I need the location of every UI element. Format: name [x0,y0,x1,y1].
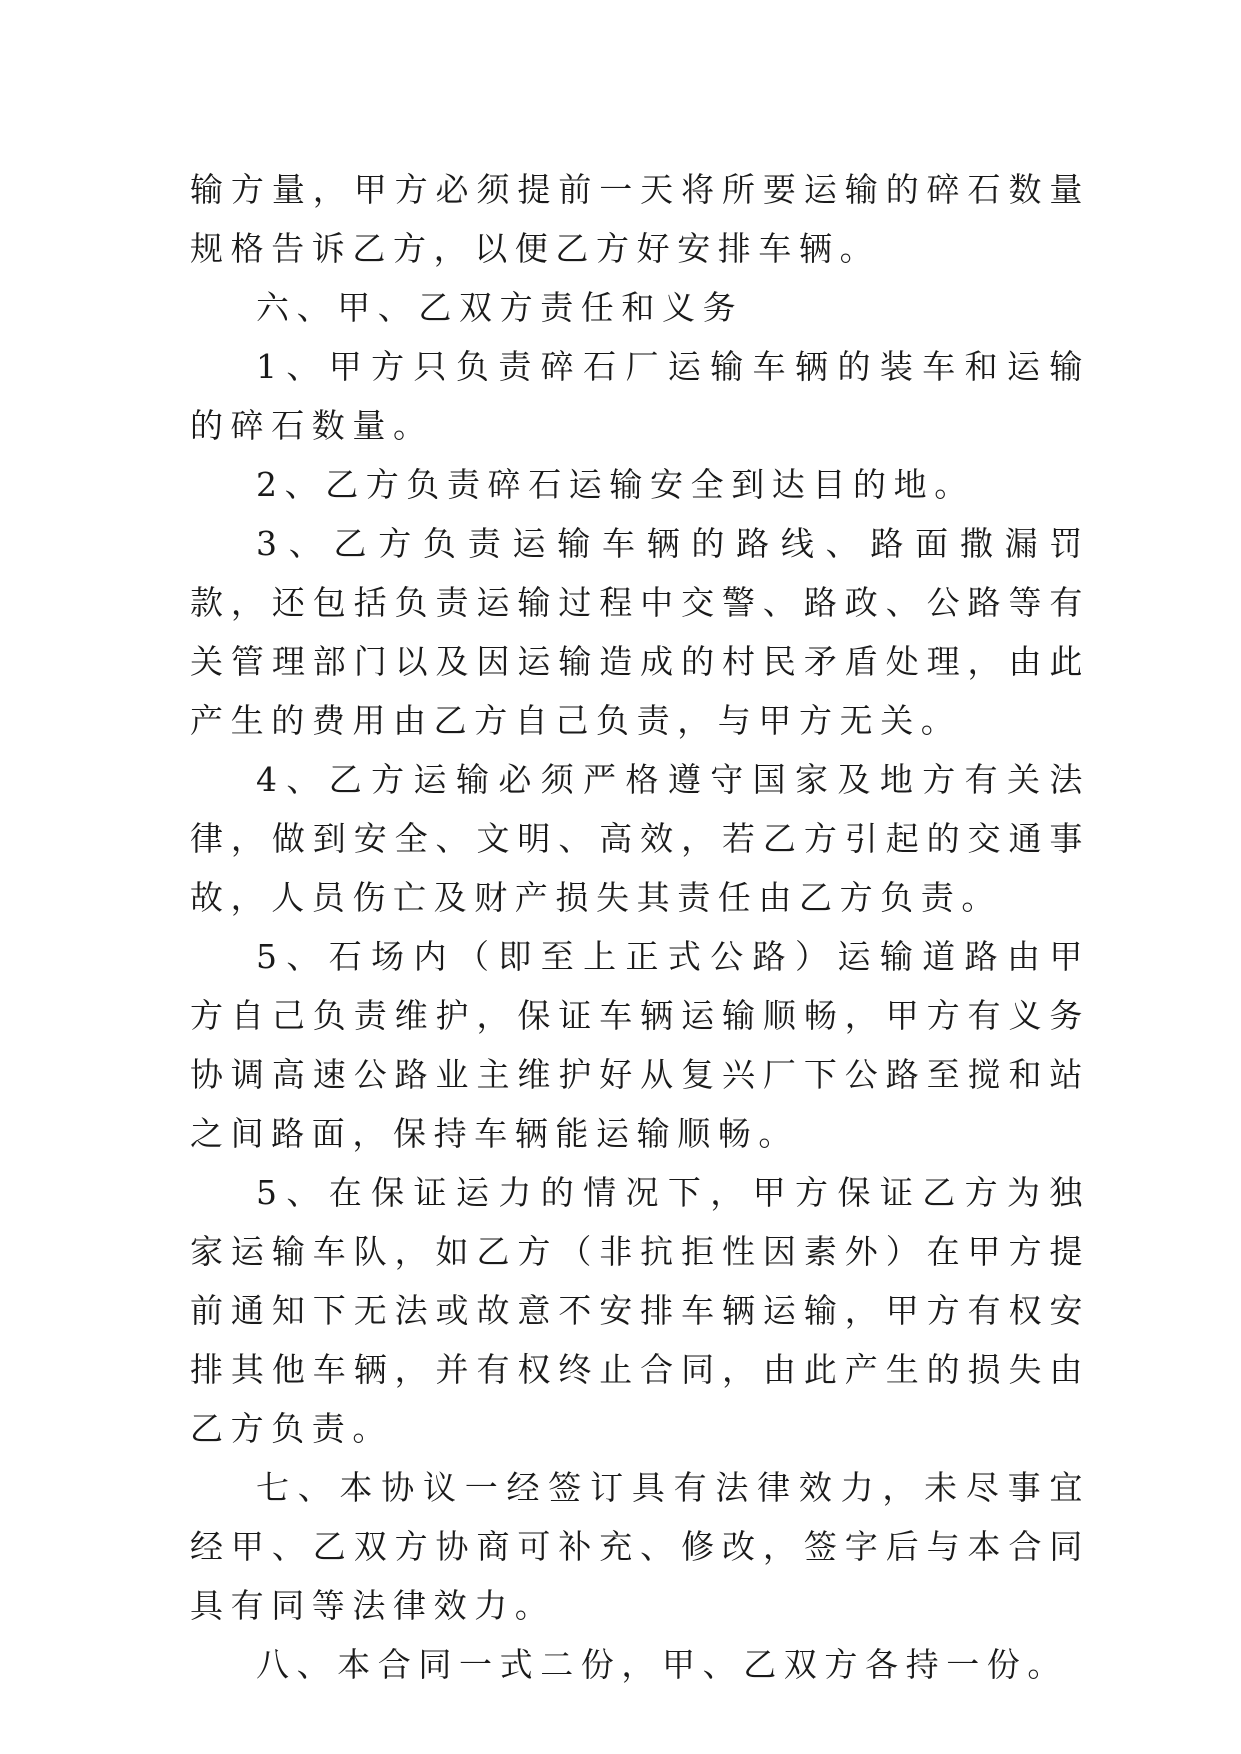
section-heading-responsibilities: 六、甲、乙双方责任和义务 [256,288,744,327]
clause-5b: 5、在保证运力的情况下，甲方保证乙方为独家运输车队，如乙方（非抗拒性因素外）在甲方提前通知下无法或故意不安排车辆运输，甲方有权安排其他车辆，并有权终止合同，由此产生的损失由乙方负责。 [190,1173,1090,1448]
section-seven: 七、本协议一经签订具有法律效力，未尽事宜经甲、乙双方协商可补充、修改，签字后与本合同具有同等法律效力。 [190,1468,1090,1625]
clause-3: 3、乙方负责运输车辆的路线、路面撒漏罚款，还包括负责运输过程中交警、路政、公路等有关管理部门以及因运输造成的村民矛盾处理，由此产生的费用由乙方自己负责，与甲方无关。 [190,524,1090,740]
clause-4: 4、乙方运输必须严格遵守国家及地方有关法律，做到安全、文明、高效，若乙方引起的交通事故，人员伤亡及财产损失其责任由乙方负责。 [190,760,1090,917]
document-body [190,160,1090,1694]
clause-5a: 5、石场内（即至上正式公路）运输道路由甲方自己负责维护，保证车辆运输顺畅，甲方有义务协调高速公路业主维护好从复兴厂下公路至搅和站之间路面，保持车辆能运输顺畅。 [190,937,1090,1153]
paragraph-continuation: 输方量，甲方必须提前一天将所要运输的碎石数量规格告诉乙方，以便乙方好安排车辆。 [190,170,1090,268]
clause-1: 1、甲方只负责碎石厂运输车辆的装车和运输的碎石数量。 [190,347,1090,445]
section-eight: 八、本合同一式二份，甲、乙双方各持一份。 [256,1645,1068,1684]
clause-2: 2、乙方负责碎石运输安全到达目的地。 [256,465,975,504]
